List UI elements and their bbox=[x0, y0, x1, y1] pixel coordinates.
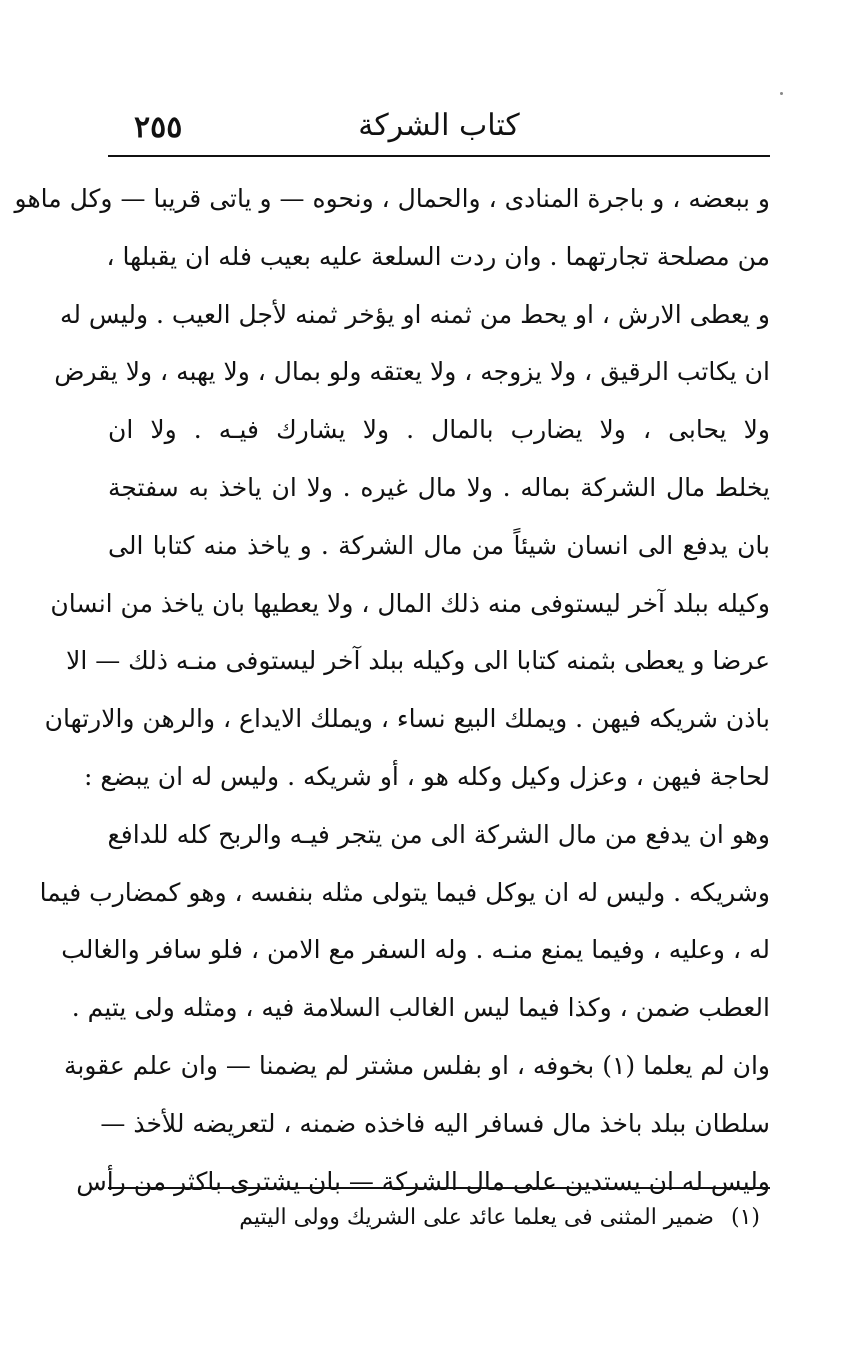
footnote bbox=[108, 1196, 760, 1240]
text-line: وهو ان يدفع من مال الشركة الى من يتجر فيـه والربح كله للدافع bbox=[107, 819, 770, 849]
footnote-rule bbox=[108, 1187, 770, 1189]
text-line: و يعطى الارش ، او يحط من ثمنه او يؤخر ثمنه لأجل العيب . وليس له bbox=[59, 299, 770, 329]
scan-speck bbox=[780, 92, 783, 95]
text-line: ان يكاتب الرقيق ، ولا يزوجه ، ولا يعتقه ولو بمال ، ولا يهبه ، ولا يقرض bbox=[54, 357, 770, 387]
text-line: باذن شريكه فيهن . ويملك البيع نساء ، ويملك الايداع ، والرهن والارتهان bbox=[44, 704, 770, 734]
text-line: وان لم يعلما (١) بخوفه ، او بفلس مشتر لم يضمنا — وان علم عقوبة bbox=[64, 1050, 770, 1080]
text-line: وليس له ان يستدين على مال الشركة — بان يشترى باكثر من رأس bbox=[76, 1166, 770, 1196]
text-line: بان يدفع الى انسان شيئاً من مال الشركة . و ياخذ منه كتابا الى bbox=[108, 530, 770, 560]
text-line: وكيله ببلد آخر ليستوفى منه ذلك المال ، ولا يعطيها بان ياخذ من انسان bbox=[50, 588, 770, 618]
text-line: و ببعضه ، و باجرة المنادى ، والحمال ، ونحوه — و ياتى قريبا — وكل ماهو bbox=[14, 184, 770, 213]
footnote-marker: (١) bbox=[730, 1205, 760, 1230]
body-text bbox=[14, 170, 770, 1210]
text-line: وشريكه . وليس له ان يوكل فيما يتولى مثله بنفسه ، وهو كمضارب فيما bbox=[39, 877, 770, 907]
page-header bbox=[108, 100, 770, 156]
footnote-text: ضمير المثنى فى يعلما عائد على الشريك وولى اليتيم bbox=[239, 1205, 714, 1230]
running-title: كتاب الشركة bbox=[358, 108, 520, 143]
text-line: ولا يحابى ، ولا يضارب بالمال . ولا يشارك فيـه . ولا ان bbox=[108, 415, 770, 445]
text-line: سلطان ببلد باخذ مال فسافر اليه فاخذه ضمنه ، لتعريضه للأخذ — bbox=[100, 1108, 770, 1138]
page-number: ٢٥٥ bbox=[134, 110, 183, 145]
text-line: من مصلحة تجارتهما . وان ردت السلعة عليه بعيب فله ان يقبلها ، bbox=[106, 241, 770, 271]
text-line: له ، وعليه ، وفيما يمنع منـه . وله السفر مع الامن ، فلو سافر والغالب bbox=[61, 935, 770, 965]
text-line: يخلط مال الشركة بماله . ولا مال غيره . ولا ان ياخذ به سفتجة bbox=[108, 472, 770, 502]
text-line: العطب ضمن ، وكذا فيما ليس الغالب السلامة فيه ، ومثله ولى يتيم . bbox=[71, 993, 770, 1023]
text-line: لحاجة فيهن ، وعزل وكيل وكله هو ، أو شريكه . وليس له ان يبضع : bbox=[84, 761, 770, 791]
text-line: عرضا و يعطى بثمنه كتابا الى وكيله ببلد آخر ليستوفى منـه ذلك — الا bbox=[66, 646, 770, 676]
header-rule bbox=[108, 155, 770, 157]
